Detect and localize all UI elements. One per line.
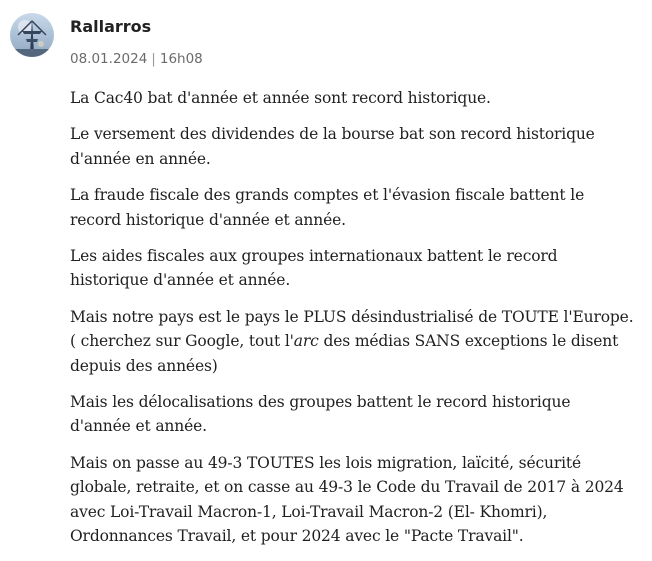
avatar[interactable] [10,13,54,57]
text-line: La fraude fiscale des grands comptes et l'évasion fiscale battent le [70,186,585,205]
paragraph-6 [70,390,648,439]
text-line: Le versement des dividendes de la bourse bat son record historique [70,125,595,144]
text-line: Les aides fiscales aux groupes internationaux battent le record [70,247,558,266]
paragraph-3 [70,183,648,232]
paragraph-1 [70,86,648,110]
avatar-image [10,13,54,57]
text-line: d'année en année. [70,149,211,168]
text-line: depuis des années) [70,356,218,375]
comment-body [70,86,648,561]
paragraph-2 [70,122,648,171]
text-line: avec Loi-Travail Macron-1, Loi-Travail Macron-2 (El- Khomri), [70,502,548,521]
text-line [70,329,648,353]
text-line: d'année et année. [70,417,207,436]
meta-separator: | [151,51,156,67]
text-line: Mais les délocalisations des groupes battent le record historique [70,393,571,412]
text-line: Mais on passe au 49-3 TOUTES les lois migration, laïcité, sécurité [70,453,582,472]
text-line: historique d'année et année. [70,271,291,290]
text-line: record historique d'année et année. [70,210,346,229]
comment-date: 08.01.2024 [70,51,148,67]
paragraph-5 [70,305,648,378]
paragraph-7 [70,451,648,549]
paragraph-4 [70,244,648,293]
text-fragment: ( cherchez sur Google, tout l' [70,332,294,351]
text-line: globale, retraite, et on casse au 49-3 le Code du Travail de 2017 à 2024 [70,478,624,497]
author-name[interactable]: Rallarros [70,17,152,36]
comment-time: 16h08 [159,51,203,67]
text-line: La Cac40 bat d'année et année sont record historique. [70,89,491,107]
text-fragment: des médias SANS exceptions le disent [318,332,619,351]
emphasis-text: arc [293,332,319,351]
text-line: Ordonnances Travail, et pour 2024 avec le "Pacte Travail". [70,527,524,546]
text-line: Mais notre pays est le pays le PLUS désindustrialisé de TOUTE l'Europe. [70,307,634,326]
comment-meta [70,51,203,67]
